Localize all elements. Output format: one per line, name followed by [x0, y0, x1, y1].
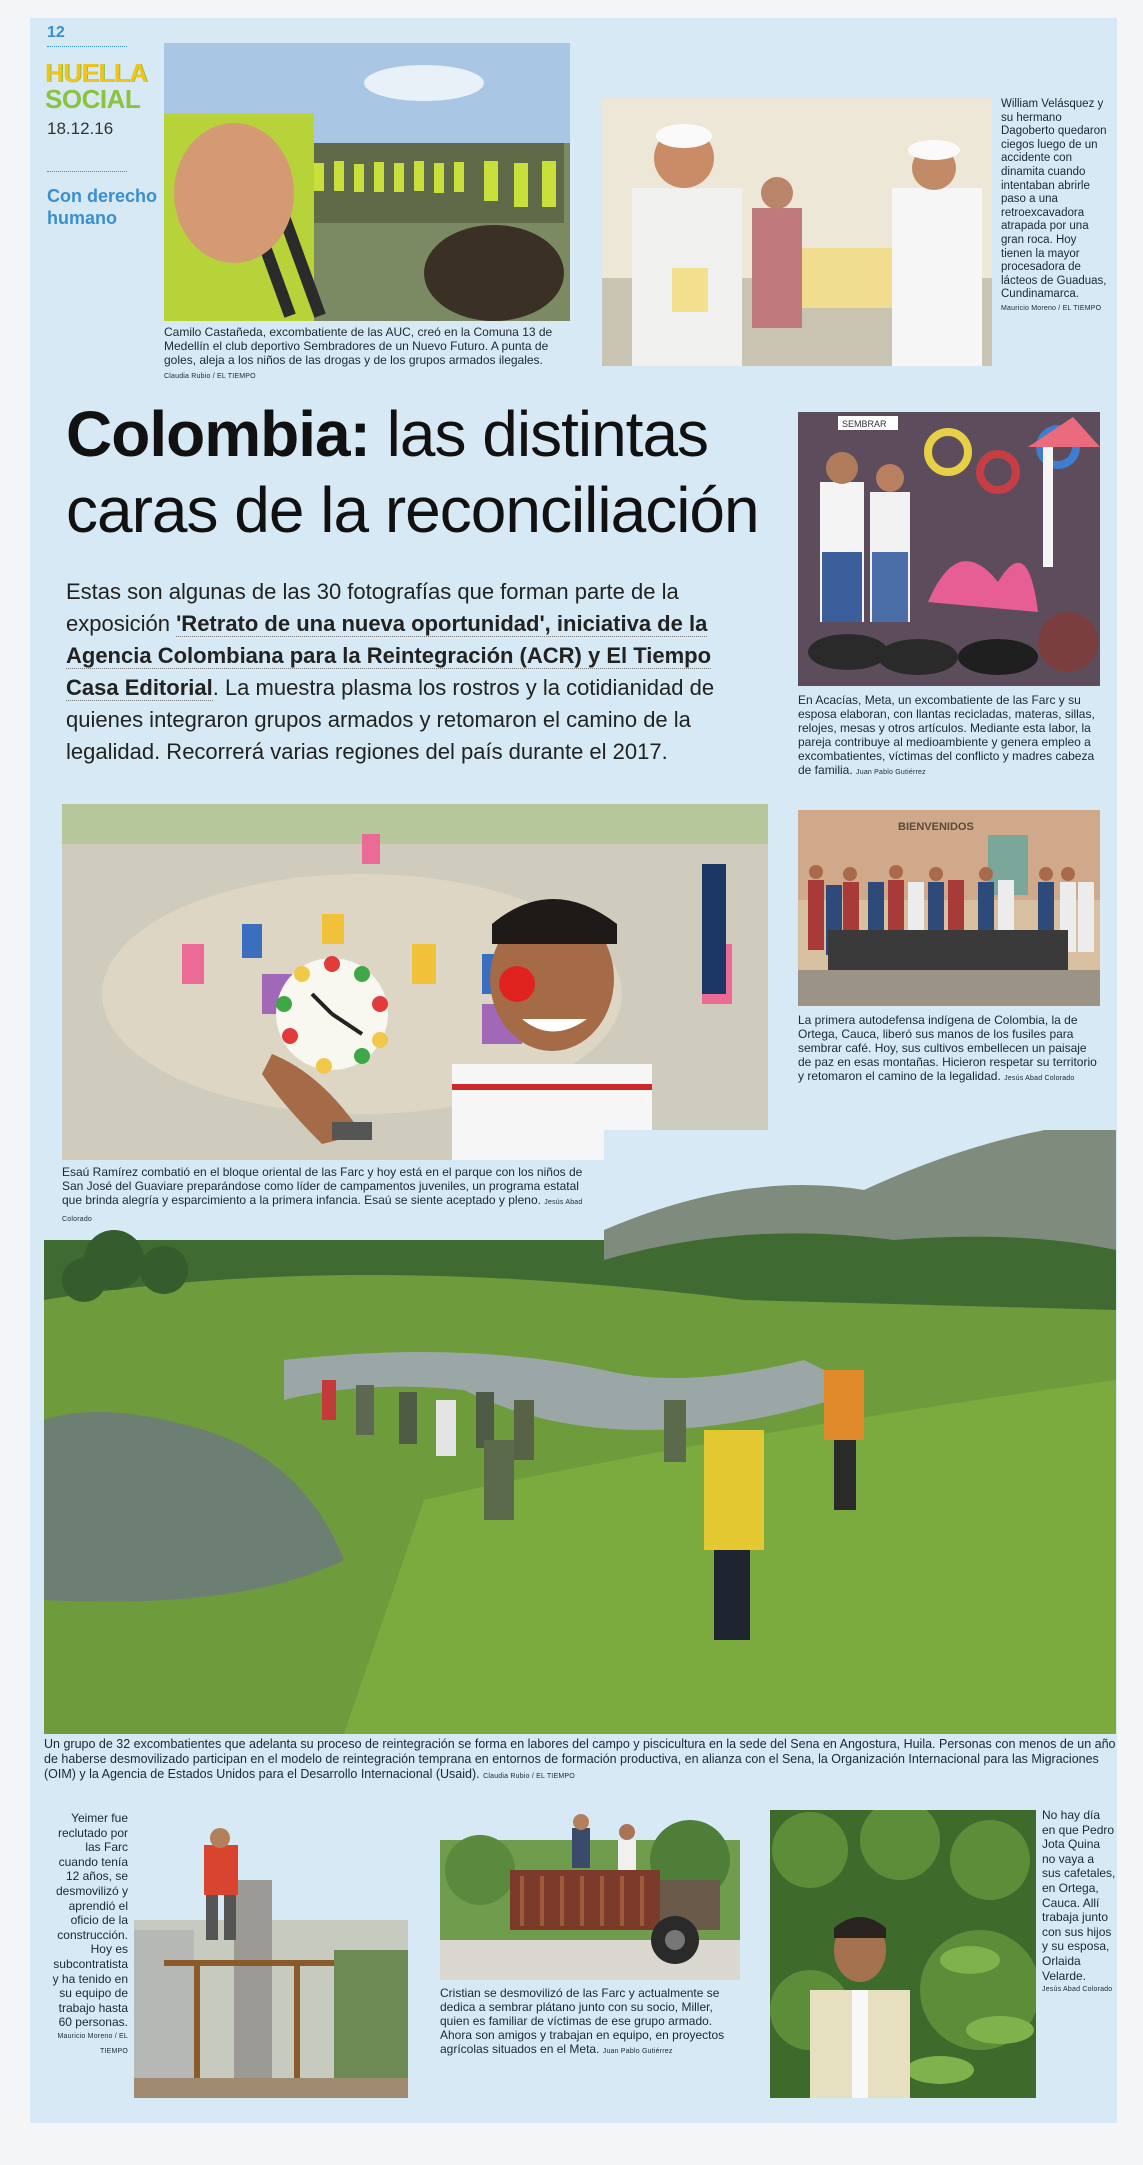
article-title — [66, 396, 786, 548]
photo-pedro-coffee — [770, 1810, 1036, 2098]
photo-credit: Juan Pablo Gutiérrez — [856, 769, 926, 776]
section-logo-line1: HUELLA — [45, 58, 148, 88]
photo-ortega-group — [798, 810, 1100, 1006]
caption-text: En Acacías, Meta, un excombatiente de las Farc y su esposa elaboran, con llantas recicladas, materas, sillas, relojes, mesas y otros artículos. Mediante esta labor, la pareja contribuye al medioambiente y genera empleo a excombatientes, víctimas del conflicto y madres cabeza de familia. — [798, 693, 1095, 777]
caption-text: Camilo Castañeda, excombatiente de las AUC, creó en la Comuna 13 de Medellín el club deportivo Sembradores de un Nuevo Futuro. A punta de goles, aleja a los niños de las drogas y de los grupos armados ilegales. — [164, 325, 553, 367]
photo-esau-clown — [62, 804, 768, 1160]
caption-text: La primera autodefensa indígena de Colombia, la de Ortega, Cauca, liberó sus manos de los fusiles para sembrar café. Hoy, sus cultivos embellecen un paisaje de paz en esas montañas. Hicieron respetar su territorio y retomaron el camino de la legalidad. — [798, 1013, 1097, 1083]
article-title-line1 — [66, 396, 786, 472]
section-tagline: Con derecho humano — [47, 186, 158, 228]
photo-credit: Claudia Rubio / EL TIEMPO — [483, 1773, 575, 1780]
lead-text-2: . La muestra plasma los rostros y la cotidianidad de quienes integraron grupos armados y retomaron el camino de la legalidad. Recorrerá varias regiones del país durante el 2017. — [66, 675, 715, 764]
caption-text: William Velásquez y su hermano Dagoberto quedaron ciegos luego de un accidente con dinamita cuando intentaban abrirle paso a una retroexcavadora atrapada por una gran roca. Hoy tienen la mayor procesadora de lácteos de Guaduas, Cundinamarca. — [1001, 98, 1107, 301]
article-title-line2: caras de la reconciliación — [66, 474, 759, 546]
wall-sign: BIENVENIDOS — [898, 821, 974, 833]
section-logo — [45, 60, 147, 112]
section-logo-line2: SOCIAL — [45, 84, 141, 114]
photo-acacias-tires — [798, 412, 1100, 686]
photo-credit: Claudia Rubio / EL TIEMPO — [164, 373, 256, 380]
photo-excombatientes-sena-huila — [44, 1130, 1116, 1734]
page-number: 12 — [47, 24, 65, 41]
caption-pedro — [1042, 1808, 1116, 1998]
article-lead — [66, 576, 766, 768]
shop-sign: SEMBRAR — [842, 419, 887, 429]
photo-yeimer-construction — [134, 1810, 408, 2098]
lead-text-bold: 'Retrato de una nueva oportunidad', iniciativa de la Agencia Colombiana para la Reintegración (ACR) y El Tiempo Casa Editorial — [66, 611, 712, 700]
caption-acacias — [798, 693, 1100, 780]
caption-text: No hay día en que Pedro Jota Quina no vaya a sus cafetales, en Ortega, Cauca. Allí trabaja junto con sus hijos y su esposa, Orlaida Velarde. — [1042, 1808, 1116, 1983]
photo-camilo-football — [164, 43, 570, 321]
photo-dairy-brothers — [602, 98, 992, 366]
caption-camilo — [164, 325, 570, 384]
dotted-rule — [47, 46, 127, 47]
caption-grupo — [44, 1737, 1116, 1784]
photo-cristian-truck — [440, 1810, 740, 1980]
issue-date: 18.12.16 — [47, 119, 114, 138]
caption-ortega — [798, 1013, 1100, 1086]
caption-william — [1001, 98, 1109, 316]
caption-yeimer — [52, 1811, 128, 2059]
photo-credit: Jesús Abad Colorado — [1004, 1075, 1075, 1082]
photo-credit: Jesús Abad Colorado — [1042, 1986, 1113, 1994]
photo-credit: Mauricio Moreno / EL TIEMPO — [1001, 304, 1102, 312]
photo-credit: Juan Pablo Gutiérrez — [602, 2048, 673, 2055]
photo-credit: Mauricio Moreno / EL TIEMPO — [57, 2032, 128, 2055]
lead-text-1: Estas son algunas de las 30 fotografías que forman parte de la exposición — [66, 579, 679, 636]
caption-text: Un grupo de 32 excombatientes que adelanta su proceso de reintegración se forma en labores del campo y piscicultura en la sede del Sena en Angostura, Huila. Personas con menos de un año de haberse desmovilizado participan en el modelo de reintegración temprana en entornos de formación productiva, en alianza con el Sena, la Organización Internacional para las Migraciones (OIM) y la Agencia de Estados Unidos para el Desarrollo Internacional (Usaid). — [44, 1737, 1116, 1781]
article-title-bold: Colombia: — [66, 398, 370, 470]
caption-text: Cristian se desmovilizó de las Farc y actualmente se dedica a sembrar plátano junto con su socio, Miller, quien es familiar de víctimas de ese grupo armado. Ahora son amigos y trabajan en equipo, en proyectos agrícolas situados en el Meta. — [440, 1986, 725, 2056]
caption-text: Yeimer fue reclutado por las Farc cuando tenía 12 años, se desmovilizó y aprendió el oficio de la construcción. Hoy es subcontratista y ha tenido en su equipo de trabajo hasta 60 personas. — [52, 1811, 128, 2030]
caption-cristian — [440, 1986, 740, 2059]
dotted-rule — [47, 171, 127, 172]
article-title-rest: las distintas — [369, 398, 709, 470]
